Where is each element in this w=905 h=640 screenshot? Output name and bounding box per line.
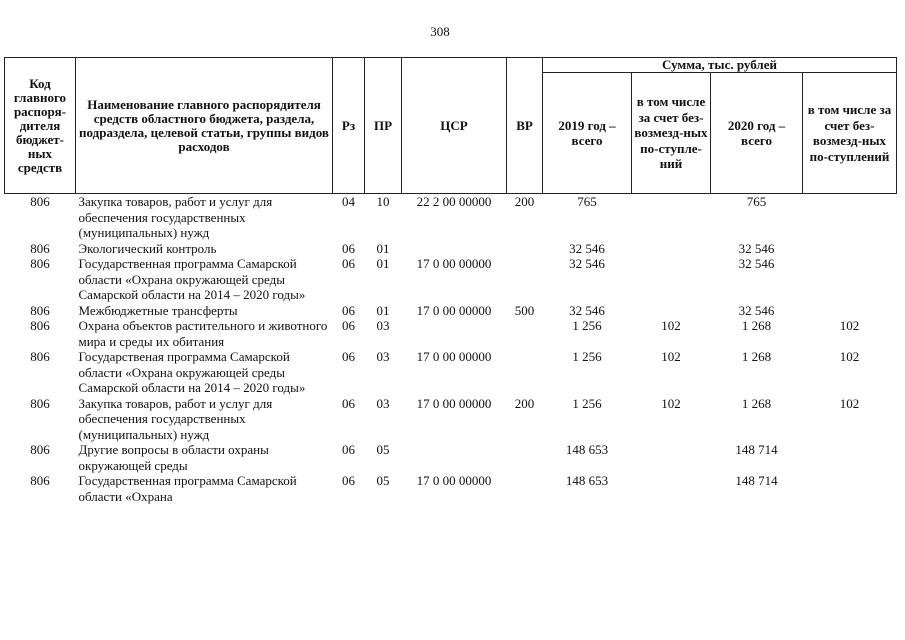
- cell-2020-free: [803, 256, 897, 303]
- cell-rz: 06: [342, 240, 355, 256]
- table-row: [5, 473, 897, 504]
- cell-2020-free: [803, 473, 897, 504]
- cell-rz: 06: [342, 349, 355, 364]
- cell-name: Экологический контроль: [78, 240, 217, 256]
- cell-code: 806: [30, 240, 50, 256]
- cell-pr: 10: [376, 194, 390, 209]
- table-row: [5, 396, 897, 443]
- cell-2019-total: 32 546: [569, 302, 605, 318]
- cell-csr: 17 0 00 00000: [416, 256, 492, 271]
- cell-2020-free: 102: [839, 349, 860, 364]
- cell-code: 806: [30, 442, 50, 457]
- table-row: [5, 256, 897, 303]
- header-2019-total: 2019 год – всего: [543, 73, 632, 194]
- header-vr: ВР: [507, 58, 543, 194]
- cell-2019-total: 765: [577, 194, 597, 209]
- cell-2019-free: [632, 303, 711, 319]
- header-code: Код главного распоря-дителя бюджет-ных средств: [5, 58, 76, 194]
- cell-vr: [507, 349, 543, 396]
- cell-2020-free: [803, 241, 897, 257]
- cell-rz: 06: [342, 318, 355, 333]
- cell-name: Государственная программа Самарской области «Охрана окружающей среды Самарской области на 2014 – 2020 годы»: [78, 256, 306, 302]
- cell-2020-total: 148 714: [735, 442, 778, 457]
- cell-pr: 03: [376, 349, 390, 364]
- cell-2020-total: 32 546: [738, 256, 775, 271]
- cell-pr: 03: [376, 318, 390, 333]
- table-row: [5, 241, 897, 257]
- cell-name: Межбюджетные трансферты: [78, 302, 238, 318]
- cell-2019-free: [632, 473, 711, 504]
- table-row: [5, 194, 897, 241]
- cell-rz: 06: [342, 473, 355, 488]
- table-row: [5, 303, 897, 319]
- cell-pr: 05: [376, 442, 390, 457]
- cell-pr: 01: [376, 302, 390, 318]
- budget-table: [4, 57, 897, 504]
- cell-vr: 200: [514, 194, 535, 209]
- header-rz: Рз: [333, 58, 365, 194]
- cell-2020-total: 1 268: [741, 318, 772, 333]
- cell-vr: 500: [514, 302, 535, 318]
- table-header: [5, 58, 897, 194]
- cell-2020-free: 102: [839, 318, 860, 333]
- cell-2019-free: [632, 241, 711, 257]
- cell-rz: 04: [342, 194, 355, 209]
- table-body: [5, 194, 897, 505]
- cell-name: Государственная программа Самарской области «Охрана: [78, 473, 297, 504]
- cell-pr: 03: [376, 395, 390, 411]
- cell-2019-total: 32 546: [569, 240, 605, 256]
- cell-2019-free: [632, 442, 711, 473]
- cell-name: Закупка товаров, работ и услуг для обеспечения государственных (муниципальных) нужд: [78, 194, 273, 240]
- cell-rz: 06: [342, 302, 355, 318]
- cell-vr: [507, 241, 543, 257]
- cell-2019-total: 148 653: [565, 442, 609, 457]
- header-2020-free: в том числе за счет без-возмезд-ных по-ступлений: [803, 73, 897, 194]
- cell-pr: 01: [376, 240, 390, 256]
- cell-2020-free: [803, 194, 897, 241]
- cell-rz: 06: [342, 395, 355, 411]
- cell-csr: 17 0 00 00000: [416, 473, 492, 488]
- cell-2020-total: 1 268: [741, 395, 772, 411]
- cell-csr: 17 0 00 00000: [416, 349, 492, 364]
- table-row: [5, 442, 897, 473]
- cell-name: Государственая программа Самарской области «Охрана окружающей среды Самарской области на 2014 – 2020 годы»: [78, 349, 306, 395]
- cell-2019-free: 102: [661, 318, 681, 333]
- cell-pr: 05: [376, 473, 390, 488]
- cell-2020-total: 765: [746, 194, 767, 209]
- cell-2020-free: [803, 442, 897, 473]
- table-row: [5, 349, 897, 396]
- cell-2020-free: [803, 303, 897, 319]
- cell-2020-total: 32 546: [738, 302, 775, 318]
- cell-vr: [507, 318, 543, 349]
- cell-pr: 01: [376, 256, 390, 271]
- cell-2020-total: 148 714: [735, 473, 778, 488]
- cell-vr: 200: [514, 395, 535, 411]
- cell-2020-free: 102: [839, 395, 860, 411]
- cell-csr: 22 2 00 00000: [416, 194, 492, 209]
- cell-2019-free: 102: [661, 349, 681, 364]
- header-csr: ЦСР: [402, 58, 507, 194]
- cell-csr: [402, 241, 507, 257]
- cell-2019-free: [632, 194, 711, 241]
- header-sum-group: Сумма, тыс. рублей: [543, 58, 897, 73]
- header-pr: ПР: [365, 58, 402, 194]
- cell-vr: [507, 473, 543, 504]
- header-2019-free: в том числе за счет без-возмезд-ных по-ступле-ний: [632, 73, 711, 194]
- cell-rz: 06: [342, 442, 355, 457]
- cell-2020-total: 32 546: [738, 240, 775, 256]
- cell-code: 806: [30, 194, 50, 209]
- cell-rz: 06: [342, 256, 355, 271]
- cell-2019-total: 148 653: [565, 473, 609, 488]
- table-row: [5, 318, 897, 349]
- cell-code: 806: [30, 395, 50, 411]
- header-name: Наименование главного распорядителя средств областного бюджета, раздела, подраздела, целевой статьи, группы видов расходов: [76, 58, 333, 194]
- cell-2019-free: [632, 256, 711, 303]
- cell-2019-total: 1 256: [572, 395, 602, 411]
- cell-csr: [402, 318, 507, 349]
- cell-2019-total: 32 546: [569, 256, 605, 271]
- cell-2019-total: 1 256: [572, 349, 602, 364]
- cell-csr: 17 0 00 00000: [416, 395, 492, 411]
- cell-2020-total: 1 268: [741, 349, 772, 364]
- cell-code: 806: [30, 256, 50, 271]
- cell-2019-free: 102: [661, 395, 681, 411]
- header-2020-total: 2020 год – всего: [711, 73, 803, 194]
- cell-code: 806: [30, 349, 50, 364]
- cell-name: Закупка товаров, работ и услуг для обеспечения государственных (муниципальных) нужд: [78, 395, 273, 442]
- cell-vr: [507, 442, 543, 473]
- cell-code: 806: [30, 302, 50, 318]
- cell-vr: [507, 256, 543, 303]
- cell-csr: [402, 442, 507, 473]
- cell-code: 806: [30, 473, 50, 488]
- cell-name: Охрана объектов растительного и животного мира и среды их обитания: [78, 318, 328, 349]
- cell-code: 806: [30, 318, 50, 333]
- cell-2019-total: 1 256: [572, 318, 602, 333]
- cell-csr: 17 0 00 00000: [416, 302, 492, 318]
- cell-name: Другие вопросы в области охраны окружающей среды: [78, 442, 269, 473]
- page-number: 308: [430, 24, 450, 39]
